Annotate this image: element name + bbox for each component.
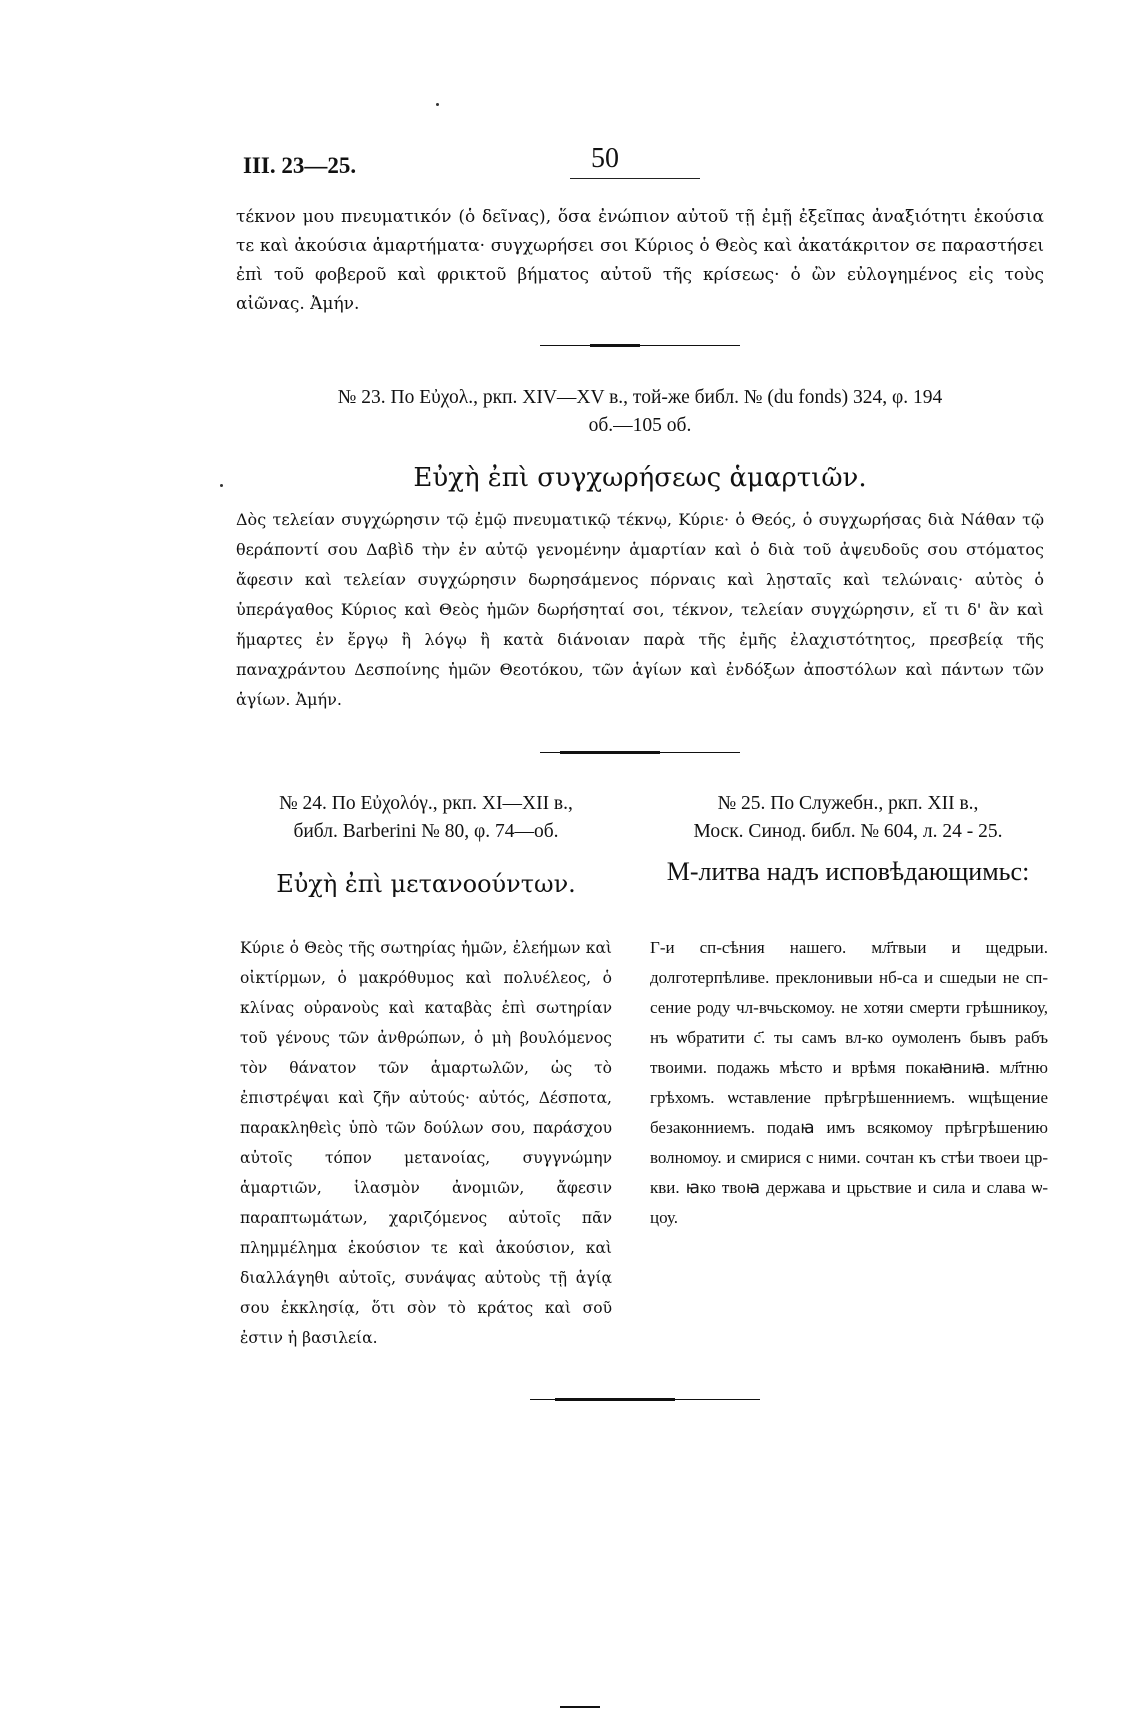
source-line: № 25. По Служебн., ркп. XII в.,	[717, 793, 979, 814]
source-line: об.—105 об.	[588, 415, 692, 436]
prayer-title-25: М-литва надъ исповѣдающимьс:	[666, 857, 1030, 886]
prayer-text-24: Κύριε ὁ Θεὸς τῆς σωτηρίας ἡμῶν, ἐλεήμων καὶ οἰκτίρμων, ὁ μακρόθυμος καὶ πολυέλεος, ὁ κλίνας οὐρανοὺς καὶ καταβὰς ἐπὶ σωτηρίαν τοῦ γένους τῶν ἀνθρώπων, ὁ μὴ βουλόμενος τὸν θάνατον τῶν ἁμαρτωλῶν, ὡς τὸ ἐπιστρέψαι καὶ ζῆν αὐτούς· αὐτός, Δέσποτα, παρακληθεὶς ὑπὸ τῶν δούλων σου, παράσχου αὐτοῖς τόπον μετανοίας, συγγνώμην ἁμαρτιῶν, ἱλασμὸν ἀνομιῶν, ἄφεσιν παραπτωμάτων, χαριζόμενος αὐτοῖς πᾶν πλημμέλημα ἑκούσιον τε καὶ ἀκούσιον, καὶ διαλλάγηθι αὐτοῖς, συνάψας αὐτοὺς τῇ ἁγίᾳ σου ἐκκλησίᾳ, ὅτι σὸν τὸ κράτος καὶ σοῦ ἐστιν ἡ βασιλεία.	[240, 939, 612, 1347]
source-line: № 24. По Εὐχολόγ., ркп. XI—XII в.,	[279, 793, 573, 814]
prayer-text-23: Δὸς τελείαν συγχώρησιν τῷ ἐμῷ πνευματικῷ τέκνῳ, Κύριε· ὁ Θεός, ὁ συγχωρήσας διὰ Νάθαν τῷ θεράποντί σου Δαβὶδ τὴν ἐν αὐτῷ γενομένην ἁμαρτίαν καὶ ὁ διὰ τοῦ ἀψευδοῦς σου στόματος ἄφεσιν καὶ τελείαν συγχώρησιν δωρησάμενος πόρναις καὶ λῃσταῖς καὶ τελώναις· αὐτὸς ὁ ὑπεράγαθος Κύριος καὶ Θεὸς ἡμῶν δωρήσηταί σοι, τέκνον, τελείαν συγχώρησιν, εἴ τι δ' ἂν καὶ ἥμαρτες ἐν ἔργῳ ἢ λόγῳ ἢ κατὰ διάνοιαν παρὰ τῆς ἐμῆς ἐλαχιστότητος, πρεσβείᾳ τῆς παναχράντου Δεσποίνης ἡμῶν Θεοτόκου, τῶν ἁγίων καὶ ἐνδόξων ἀποστόλων καὶ πάντων τῶν ἁγίων. Ἀμήν.	[236, 510, 1044, 709]
page-number: 50	[591, 143, 619, 174]
footer-mark	[560, 1706, 600, 1708]
separator-line-bold	[590, 344, 640, 347]
header-rule	[570, 178, 700, 179]
manuscript-source-25	[648, 790, 1048, 846]
source-line: библ. Barberini № 80, φ. 74—об.	[293, 821, 559, 842]
manuscript-source-24	[236, 790, 616, 846]
prayer-title-23: Εὐχὴ ἐπὶ συγχωρήσεως ἁμαρτιῶν.	[413, 463, 867, 493]
source-line: Моск. Синод. библ. № 604, л. 24 - 25.	[693, 821, 1003, 842]
intro-paragraph: τέκνον μου πνευματικόν (ὁ δεῖνας), ὅσα ἐνώπιον αὐτοῦ τῇ ἐμῇ ἐξεῖπας ἀναξιότητι ἑκούσια τε καὶ ἀκούσια ἁμαρτήματα· συγχωρήσει σοι Κύριος ὁ Θεὸς καὶ ἀκατάκριτον σε παραστήσει ἐπὶ τοῦ φοβεροῦ καὶ φρικτοῦ βήματος αὐτοῦ τῆς κρίσεως· ὁ ὢν εὐλογημένος εἰς τοὺς αἰῶνας. Ἀμήν.	[236, 207, 1044, 314]
stray-dot	[436, 103, 439, 106]
source-line: № 23. По Εὐχολ., ркп. XIV—XV в., той-же библ. № (du fonds) 324, φ. 194	[337, 387, 943, 408]
separator-line-bold	[560, 751, 660, 754]
separator-line	[540, 345, 740, 346]
separator-line-bold	[555, 1398, 675, 1401]
page-header	[243, 143, 1043, 183]
prayer-title-24: Εὐχὴ ἐπὶ μετανοούντων.	[276, 870, 576, 898]
prayer-text-25: Г-и сп-сѣния нашего. мл҃твыи и щедрыи. долготерпѣливе. преклонивыи нб-са и сшедыи не сп-сение роду чл-вчьскомоу. не хотяи смерти грѣшникоу, нъ ѡбратити с҃. ты самъ вл-ко оумоленъ бывъ рабъ твоими. подажь мѣсто и врѣмя покаꙗниꙗ. мл҃тню грѣхомъ. ѡставление прѣгрѣшенниемъ. ѡщѣщение безаконниемъ. подаꙗ имъ всякомоу прѣгрѣшению волномоу. и смирися с ними. сочтан къ стѣи твоеи цр-кви. ꙗко твоꙗ держава и црьствие и сила и слава ѡ-цоу.	[650, 938, 1048, 1227]
manuscript-source-23	[236, 384, 1044, 440]
stray-dot	[220, 484, 223, 487]
section-reference: III. 23—25.	[243, 153, 357, 178]
